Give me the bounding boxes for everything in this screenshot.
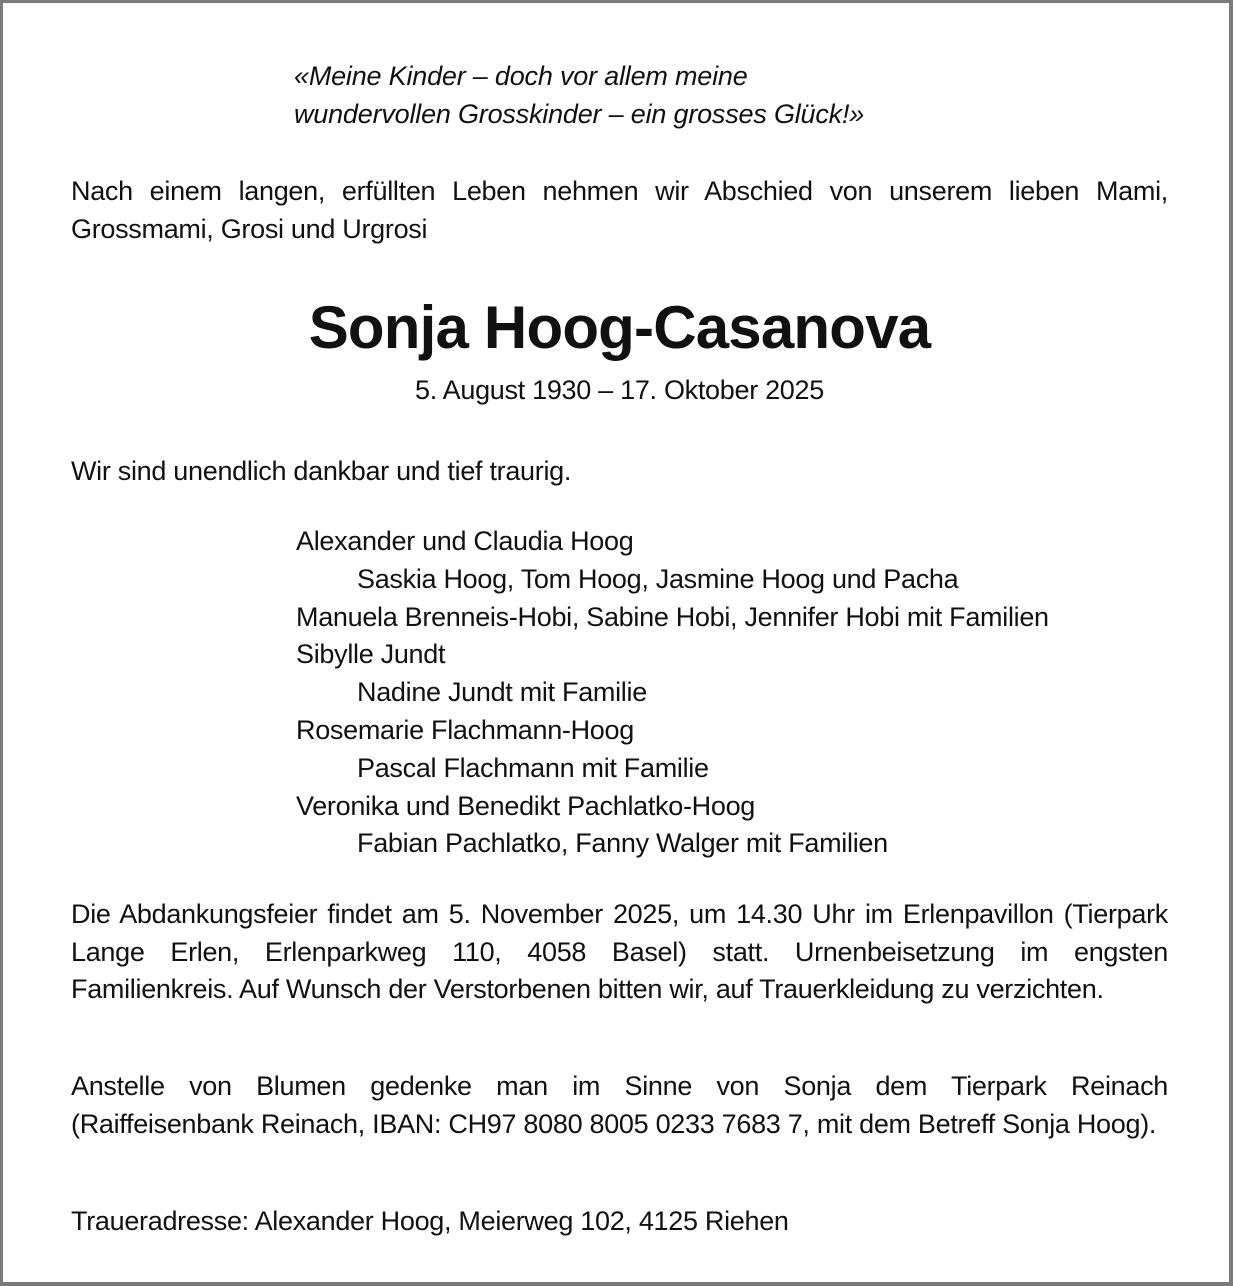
mourner-line-indented: Nadine Jundt mit Familie <box>357 677 647 708</box>
mourner-line-indented: Saskia Hoog, Tom Hoog, Jasmine Hoog und Pacha <box>357 563 959 594</box>
mourner-line: Alexander und Claudia Hoog <box>296 526 634 556</box>
mourner-line-indented: Pascal Flachmann mit Familie <box>357 752 709 783</box>
donation-paragraph: Anstelle von Blumen gedenke man im Sinne von Sonja dem Tierpark Reinach (Raiffeisenbank Reinach, IBAN: CH97 8080 8005 0233 7683 7, mit dem Betreff Sonja Hoog). <box>71 1071 1168 1139</box>
mourner-line: Sibylle Jundt <box>296 639 446 670</box>
ceremony-paragraph: Die Abdankungsfeier findet am 5. November 2025, um 14.30 Uhr im Erlenpavillon (Tierpark Lange Erlen, Erlenparkweg 110, 4058 Basel) statt. Urnenbeisetzung im engsten Familienkreis. Auf Wunsch der Verstorbenen bitten wir, auf Trauerkleidung zu verzichten. <box>71 899 1168 1004</box>
mourners-list <box>296 523 1049 863</box>
mourner-line: Veronika und Benedikt Pachlatko-Hoog <box>296 790 756 821</box>
mourner-line: Manuela Brenneis-Hobi, Sabine Hobi, Jennifer Hobi mit Familien <box>296 601 1049 632</box>
epitaph-quote <box>294 57 864 133</box>
mourner-line: Rosemarie Flachmann-Hoog <box>296 714 634 745</box>
life-dates: 5. August 1930 – 17. Oktober 2025 <box>415 375 824 405</box>
epitaph-quote-line-1: «Meine Kinder – doch vor allem meine <box>294 61 748 91</box>
intro-paragraph: Nach einem langen, erfüllten Leben nehmen wir Abschied von unserem lieben Mami, Grossmami, Grosi und Urgrosi <box>71 176 1168 244</box>
mourning-address: Traueradresse: Alexander Hoog, Meierweg 102, 4125 Riehen <box>71 1206 789 1236</box>
epitaph-quote-line-2: wundervollen Grosskinder – ein grosses Glück!» <box>294 99 865 129</box>
mourner-line-indented: Fabian Pachlatko, Fanny Walger mit Familien <box>357 828 888 859</box>
gratitude-line: Wir sind unendlich dankbar und tief traurig. <box>71 456 572 486</box>
deceased-name: Sonja Hoog-Casanova <box>308 294 931 361</box>
